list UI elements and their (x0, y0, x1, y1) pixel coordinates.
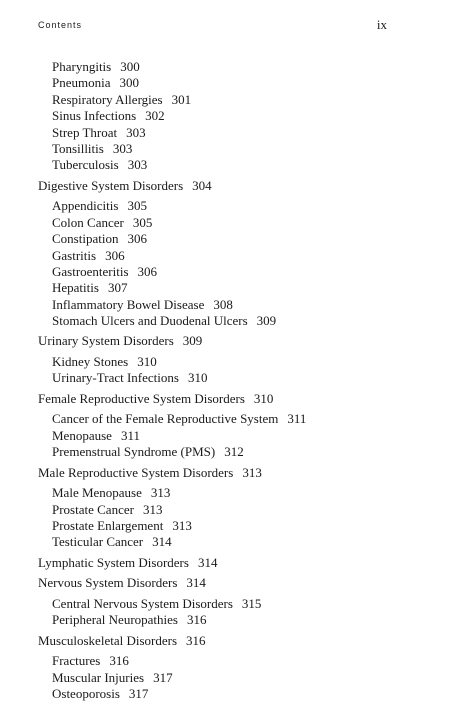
toc-entry-page: 311 (120, 427, 140, 443)
toc-entry-title: Kidney Stones (52, 354, 129, 370)
toc-entry-title: Prostate Enlargement (52, 517, 164, 533)
toc-entry-title: Prostate Cancer (52, 501, 134, 517)
toc-entry (52, 370, 438, 386)
toc-entry-page: 317 (153, 669, 173, 685)
toc-entry-page: 316 (186, 612, 207, 628)
toc-entry-title: Premenstrual Syndrome (PMS) (52, 444, 216, 460)
page-number: ix (376, 17, 387, 32)
toc-entry-page: 301 (171, 91, 192, 107)
toc-entry-page: 312 (224, 444, 244, 460)
toc-entry-page: 314 (152, 534, 172, 550)
toc-entry-title: Tonsillitis (52, 140, 104, 156)
toc-entry-title: Menopause (52, 427, 112, 443)
toc-entry (52, 248, 438, 264)
toc-entry-page: 302 (145, 108, 165, 124)
toc-entry (52, 502, 438, 518)
toc-entry-title: Inflammatory Bowel Disease (52, 296, 205, 312)
toc-entry-page: 313 (172, 517, 192, 533)
toc-entry (52, 534, 438, 550)
toc-entry (52, 141, 438, 157)
toc-entry-page: 306 (105, 247, 125, 263)
toc-entry-page: 311 (287, 411, 307, 427)
toc-entry-page: 303 (127, 157, 148, 173)
toc-section (38, 178, 438, 330)
toc-entry-title: Sinus Infections (52, 108, 137, 124)
toc-entry (52, 485, 438, 501)
toc-entry (52, 75, 438, 91)
toc-entry-list (38, 59, 438, 174)
toc-entry (52, 198, 438, 214)
toc-section-heading (38, 333, 438, 350)
toc-section (38, 333, 438, 386)
toc-entry-title: Fractures (52, 653, 101, 669)
toc-entry (52, 686, 438, 702)
toc-entry-title: Peripheral Neuropathies (52, 612, 178, 628)
toc-entry-page: 300 (120, 59, 140, 74)
toc-section-title: Digestive System Disorders (38, 177, 184, 193)
toc-entry-title: Osteoporosis (52, 686, 120, 702)
toc-section-title: Female Reproductive System Disorders (38, 390, 245, 406)
toc-entry (52, 313, 438, 329)
toc-entry-page: 316 (109, 653, 129, 669)
toc-section-title: Musculoskeletal Disorders (38, 632, 178, 648)
toc-section-page: 310 (253, 390, 274, 406)
toc-entry (52, 125, 438, 141)
toc-entry-title: Testicular Cancer (52, 534, 144, 550)
toc-entry (52, 653, 438, 669)
toc-entry (52, 59, 438, 75)
toc-section (38, 633, 438, 703)
running-head: Contents (38, 20, 83, 30)
toc-entry-title: Gastritis (52, 247, 97, 263)
toc-entry-title: Tuberculosis (52, 157, 119, 173)
toc-entry-title: Strep Throat (52, 124, 118, 140)
toc-entry-title: Cancer of the Female Reproductive System (52, 411, 279, 427)
toc-entry-title: Respiratory Allergies (52, 91, 163, 107)
toc-entry-list (38, 485, 438, 551)
toc-entry-title: Colon Cancer (52, 214, 124, 230)
toc-section-page: 304 (192, 177, 212, 193)
toc-entry (52, 596, 438, 612)
table-of-contents (38, 59, 438, 702)
toc-entry-title: Muscular Injuries (52, 669, 145, 685)
toc-section-title: Nervous System Disorders (38, 575, 178, 591)
toc-entry-title: Constipation (52, 231, 119, 247)
toc-entry-page: 305 (127, 198, 147, 214)
toc-entry (52, 264, 438, 280)
toc-entry-page: 300 (119, 75, 139, 91)
toc-entry-page: 306 (127, 231, 147, 247)
toc-entry-title: Pharyngitis (52, 59, 112, 74)
toc-entry-list (38, 354, 438, 387)
toc-section-title: Lymphatic System Disorders (38, 554, 189, 570)
toc-entry (52, 354, 438, 370)
toc-entry-page: 308 (213, 296, 233, 312)
toc-entry-title: Pneumonia (52, 75, 111, 91)
toc-entry-title: Appendicitis (52, 198, 119, 214)
toc-entry-title: Stomach Ulcers and Duodenal Ulcers (52, 313, 248, 329)
toc-section-title: Urinary System Disorders (38, 333, 174, 349)
toc-section (38, 391, 438, 461)
toc-section-title: Male Reproductive System Disorders (38, 464, 234, 480)
toc-entry (52, 92, 438, 108)
toc-section-page: 316 (186, 632, 206, 648)
toc-entry (52, 280, 438, 296)
toc-section-page: 313 (242, 464, 262, 480)
toc-entry-page: 310 (137, 354, 157, 370)
toc-entry-title: Hepatitis (52, 280, 99, 296)
toc-entry (52, 215, 438, 231)
toc-entry (52, 612, 438, 628)
toc-section-heading (38, 391, 438, 408)
toc-section-heading (38, 575, 438, 592)
toc-entry-page: 310 (187, 370, 208, 386)
toc-entry (52, 518, 438, 534)
toc-entry-page: 315 (241, 595, 262, 611)
toc-entry-page: 303 (126, 124, 146, 140)
toc-entry-page: 303 (112, 140, 133, 156)
toc-section-heading (38, 178, 438, 195)
toc-section-page: 314 (197, 554, 218, 570)
toc-section-heading (38, 555, 438, 572)
toc-entry (52, 411, 438, 427)
toc-entry-page: 309 (256, 313, 277, 329)
toc-entry (52, 444, 438, 460)
toc-entry-title: Central Nervous System Disorders (52, 595, 233, 611)
toc-entry (52, 108, 438, 124)
toc-section-page: 314 (186, 575, 206, 591)
toc-entry-page: 307 (107, 280, 128, 296)
toc-entry-page: 306 (137, 263, 158, 279)
toc-entry (52, 428, 438, 444)
toc-entry-page: 317 (128, 686, 149, 702)
toc-entry-list (38, 411, 438, 460)
toc-entry-list (38, 596, 438, 629)
toc-entry-title: Urinary-Tract Infections (52, 370, 179, 386)
toc-section-heading (38, 633, 438, 650)
toc-entry-list (38, 198, 438, 329)
toc-entry-title: Male Menopause (52, 485, 142, 501)
toc-entry (52, 157, 438, 173)
toc-entry-title: Gastroenteritis (52, 263, 129, 279)
toc-section (38, 555, 438, 572)
toc-section-page: 309 (182, 333, 203, 349)
toc-section-heading (38, 465, 438, 482)
toc-entry (52, 231, 438, 247)
toc-entry-page: 313 (150, 485, 171, 501)
toc-entry-page: 313 (142, 501, 163, 517)
toc-entry (52, 297, 438, 313)
toc-entry-list (38, 653, 438, 702)
toc-continued-section (38, 59, 438, 174)
toc-section (38, 465, 438, 551)
toc-entry (52, 670, 438, 686)
toc-entry-page: 305 (132, 214, 153, 230)
toc-section (38, 575, 438, 628)
